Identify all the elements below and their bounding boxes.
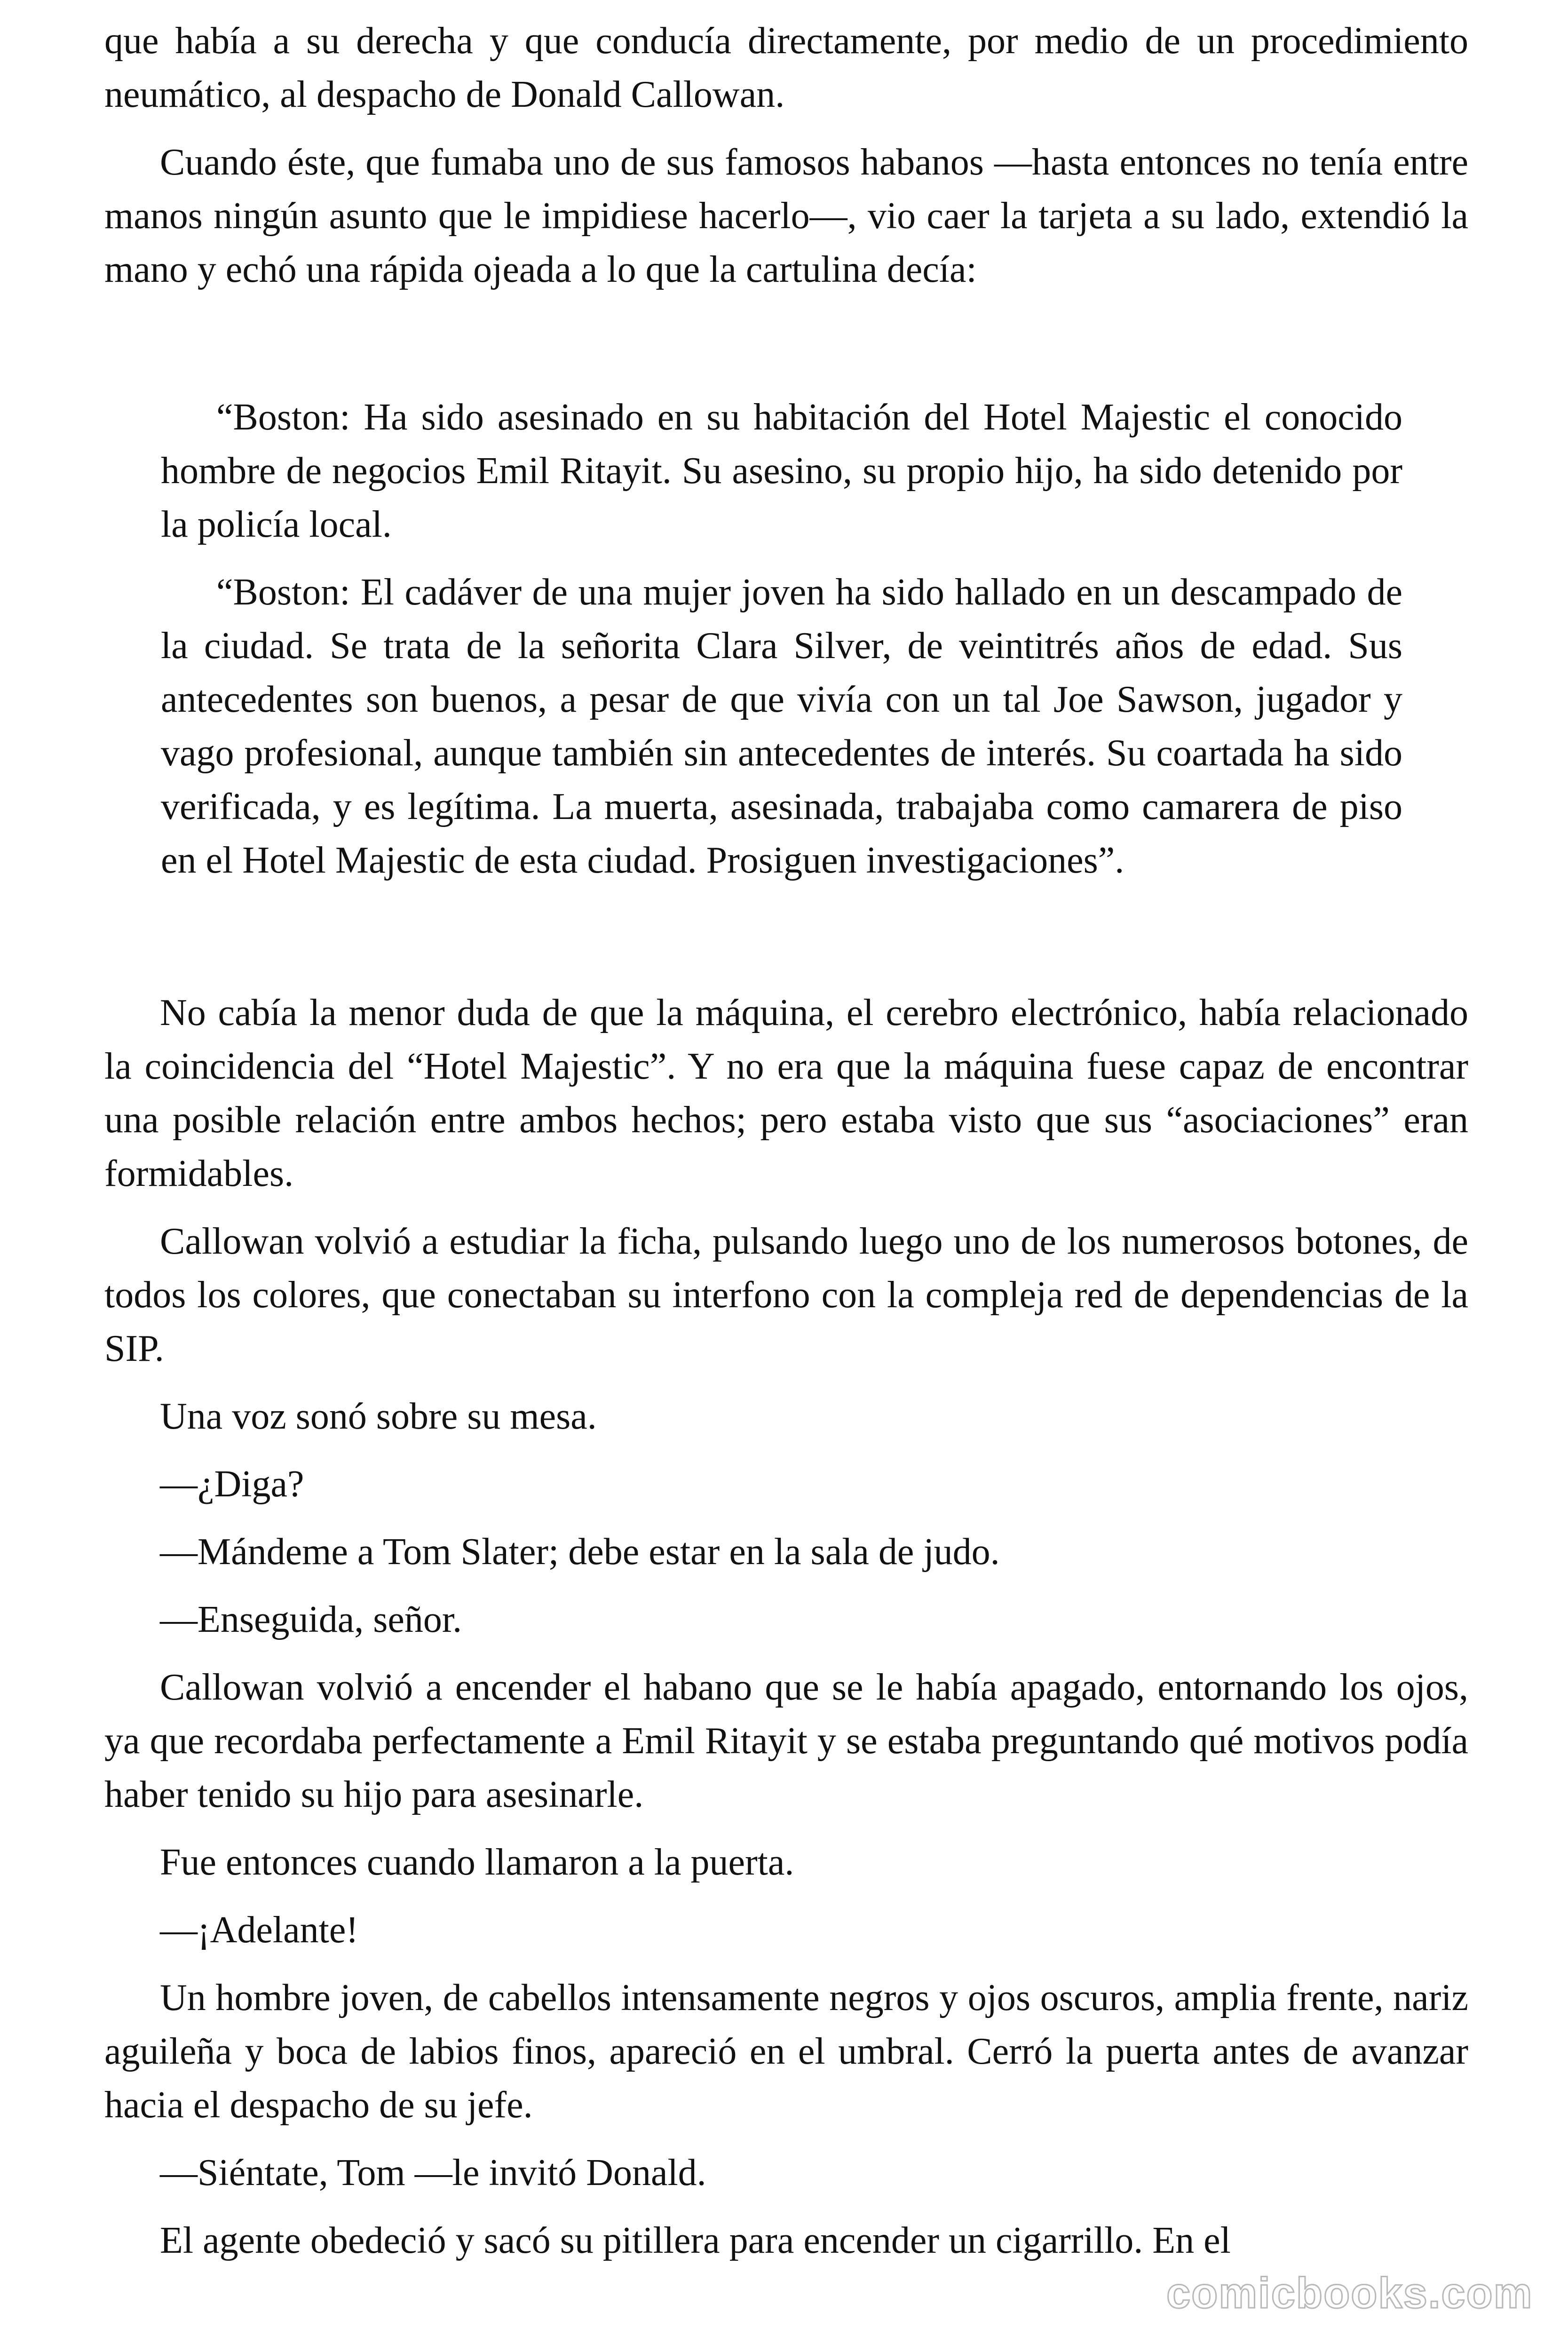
quoted-teletype-block — [161, 390, 1402, 887]
paragraph: Cuando éste, que fumaba uno de sus famosos habanos —hasta entonces no tenía entre manos ningún asunto que le impidiese hacerlo—, vio caer la tarjeta a su lado, extendió la mano y echó una rápida ojeada a lo que la cartulina decía: — [104, 142, 1468, 290]
dialogue-line: —¿Diga? — [160, 1463, 304, 1505]
dialogue-line: —Siéntate, Tom —le invitó Donald. — [160, 2152, 706, 2193]
dialogue-line: —¡Adelante! — [160, 1909, 359, 1951]
quote-paragraph: “Boston: El cadáver de una mujer joven ha sido hallado en un descampado de la ciudad. Se trata de la señorita Clara Silver, de veintitrés años de edad. Sus antecedentes son buenos, a pesar de que vivía con un tal Joe Sawson, jugador y vago profesional, aunque también sin antecedentes de interés. Su coartada ha sido verificada, y es legítima. La muerta, asesinada, trabajaba como camarera de piso en el Hotel Majestic de esta ciudad. Prosiguen investigaciones”. — [161, 572, 1402, 881]
paragraph: Un hombre joven, de cabellos intensamente negros y ojos oscuros, amplia frente, nariz aguileña y boca de labios finos, apareció en el umbral. Cerró la puerta antes de avanzar hacia el despacho de su jefe. — [104, 1977, 1468, 2126]
watermark-logo: comicbooks.com — [1166, 2269, 1533, 2317]
paragraph: No cabía la menor duda de que la máquina, el cerebro electrónico, había relacionado la coincidencia del “Hotel Majestic”. Y no era que la máquina fuese capaz de encontrar una posible relación entre ambos hechos; pero estaba visto que sus “asociaciones” eran formidables. — [104, 992, 1468, 1194]
paragraph: Callowan volvió a estudiar la ficha, pulsando luego uno de los numerosos botones, de todos los colores, que conectaban su interfono con la compleja red de dependencias de la SIP. — [104, 1221, 1468, 1369]
book-page — [104, 14, 1468, 2281]
paragraph: Una voz sonó sobre su mesa. — [160, 1396, 597, 1437]
dialogue-line: —Mándeme a Tom Slater; debe estar en la sala de judo. — [160, 1531, 1000, 1573]
paragraph: Callowan volvió a encender el habano que se le había apagado, entornando los ojos, ya que recordaba perfectamente a Emil Ritayit y se estaba preguntando qué motivos podía haber tenido su hijo para asesinarle. — [104, 1667, 1468, 1815]
paragraph: que había a su derecha y que conducía directamente, por medio de un procedimiento neumático, al despacho de Donald Callowan. — [104, 20, 1468, 115]
quote-paragraph: “Boston: Ha sido asesinado en su habitación del Hotel Majestic el conocido hombre de negocios Emil Ritayit. Su asesino, su propio hijo, ha sido detenido por la policía local. — [161, 397, 1402, 545]
dialogue-line: —Enseguida, señor. — [160, 1599, 462, 1640]
paragraph: Fue entonces cuando llamaron a la puerta. — [160, 1842, 794, 1883]
paragraph: El agente obedeció y sacó su pitillera para encender un cigarrillo. En el — [160, 2220, 1231, 2261]
